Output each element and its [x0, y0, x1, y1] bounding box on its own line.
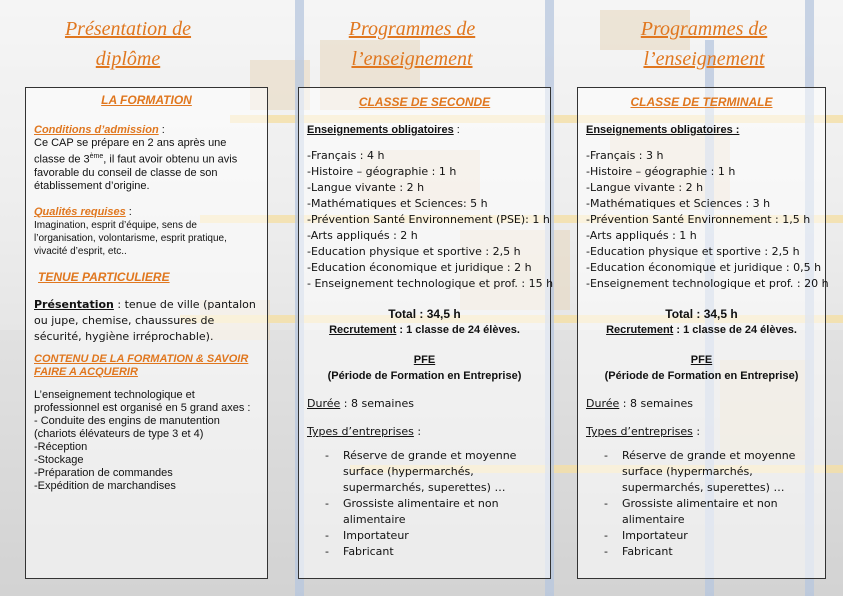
list-item: - Conduite des engins de manutention (chariots élévateurs de type 3 et 4) — [34, 414, 220, 440]
presentation-text: Présentation : tenue de ville (pantalon ou jupe, chemise, chaussures de sécurité, hygiène irréprochable). — [34, 297, 256, 343]
subjects-list — [586, 148, 829, 292]
duree: Durée : 8 semaines — [586, 397, 693, 410]
list-item: -Histoire – géographie : 1 h — [307, 165, 457, 178]
list-item: -Education physique et sportive : 2,5 h — [586, 245, 800, 258]
qualities-text: Imagination, esprit d’équipe, sens de l’organisation, volontarisme, esprit pratique, vivacité d’esprit, etc.. — [34, 219, 227, 257]
oblig-label: Enseignements obligatoires : — [586, 124, 740, 136]
list-item: -Education physique et sportive : 2,5 h — [307, 245, 521, 258]
list-item: -Stockage — [34, 453, 84, 466]
total: Total : 34,5 h — [665, 307, 738, 321]
contenu-text: L’enseignement technologique et professionnel est organisé en 5 grand axes : — [34, 388, 251, 414]
duree: Durée : 8 semaines — [307, 397, 414, 410]
total: Total : 34,5 h — [388, 307, 461, 321]
heading-programmes-terminale — [594, 14, 814, 74]
admission-title: Conditions d’admission — [34, 124, 159, 136]
pfe-title: PFE — [413, 354, 436, 366]
types-list — [307, 448, 518, 560]
list-item: -Expédition de marchandises — [34, 479, 176, 492]
list-item: -Prévention Santé Environnement (PSE): 1 h — [307, 213, 550, 226]
terminale-title: CLASSE DE TERMINALE — [630, 95, 773, 109]
subjects-list — [307, 148, 554, 292]
tenue-title: TENUE PARTICULIERE — [38, 269, 170, 284]
list-item: - Réserve de grande et moyenne surface (hypermarchés, supermarchés, superettes) … — [343, 448, 518, 496]
types-list — [586, 448, 797, 560]
panel-formation: LA FORMATION Conditions d’admission : Ce CAP se prépare en 2 ans après une classe de 3ème, il faut avoir obtenu un avis favorable du conseil de classe de son établissement d’origine. Qualités requises : Imagination, esprit d’équipe, sens de l’organisation, volontarisme, esprit pratique, vivacité d’esprit, etc.. TENUE PARTICULIERE Présentation : tenue de ville (pantalon ou jupe, chemise, chaussures de sécurité, hygiène irréprochable). CONTENU DE LA FORMATION & SAVOIR FAIRE A ACQUERIR L’enseignement technologique et professionnel est organisé en 5 grand axes : - Conduite des engins de manutention (chariots élévateurs de type 3 et 4) -Réception -Stockage -Préparation de commandes -Expédition de marchandises — [25, 87, 268, 579]
qualities-title: Qualités requises — [34, 205, 126, 218]
list-item: - Grossiste alimentaire et non alimentaire — [343, 496, 518, 528]
list-item: -Langue vivante : 2 h — [586, 181, 704, 194]
list-item: -Réception — [34, 440, 88, 453]
list-item: -Education économique et juridique : 0,5 h — [586, 261, 822, 274]
list-item: - Grossiste alimentaire et non alimentaire — [622, 496, 797, 528]
list-item: -Histoire – géographie : 1 h — [586, 165, 736, 178]
types-label: Types d’entreprises : — [586, 425, 701, 438]
list-item: - Fabricant — [343, 544, 518, 560]
list-item: - Fabricant — [622, 544, 797, 560]
list-item: -Enseignement technologique et prof. : 20 h — [586, 277, 829, 290]
list-item: -Prévention Santé Environnement : 1,5 h — [586, 213, 811, 226]
contenu-title: CONTENU DE LA FORMATION & SAVOIR FAIRE A ACQUERIR — [34, 352, 249, 378]
list-item: -Préparation de commandes — [34, 466, 173, 479]
panel-seconde: CLASSE DE SECONDE Enseignements obligatoires : -Français : 4 h -Histoire – géographie : 1 h -Langue vivante : 2 h -Mathématiques et Sciences: 5 h -Prévention Santé Environnement (PSE): 1 h -Arts appliqués : 2 h -Education physique et sportive : 2,5 h -Education économique et juridique : 2 h - Enseignement technologique et prof. : 15 h Total : 34,5 h Recrutement : 1 classe de 24 élèves. PFE (Période de Formation en Entreprise) Durée : 8 semaines Types d’entreprises : - Réserve de grande et moyenne surface (hypermarchés, supermarchés, superettes) … - Grossiste alimentaire et non alimentaire - Importateur - Fabricant — [298, 87, 551, 579]
list-item: - Réserve de grande et moyenne surface (hypermarchés, supermarchés, superettes) … — [622, 448, 797, 496]
list-item: - Importateur — [622, 528, 797, 544]
list-item: -Arts appliqués : 1 h — [586, 229, 697, 242]
heading-line: diplôme — [95, 48, 161, 70]
pfe-subtitle: (Période de Formation en Entreprise) — [327, 370, 522, 382]
admission-text: Ce CAP se prépare en 2 ans après une classe de 3ème, il faut avoir obtenu un avis favorable du conseil de classe de son établissement d’origine. — [34, 137, 238, 192]
list-item: -Français : 3 h — [586, 149, 664, 162]
heading-line: l’enseignement — [643, 48, 765, 70]
heading-line: Présentation de — [64, 18, 192, 40]
heading-line: Programmes de — [348, 18, 476, 40]
list-item: -Arts appliqués : 2 h — [307, 229, 418, 242]
list-item: -Education économique et juridique : 2 h — [307, 261, 532, 274]
oblig-label: Enseignements obligatoires — [307, 124, 454, 136]
heading-presentation — [18, 14, 238, 74]
recrutement: Recrutement : 1 classe de 24 élèves. — [606, 324, 797, 336]
formation-title: LA FORMATION — [101, 93, 192, 107]
list-item: -Mathématiques et Sciences: 5 h — [307, 197, 488, 210]
heading-line: Programmes de — [640, 18, 768, 40]
heading-programmes-seconde — [302, 14, 522, 74]
axes-list — [34, 415, 259, 493]
panel-terminale — [577, 87, 829, 579]
heading-line: l’enseignement — [351, 48, 473, 70]
recrutement: Recrutement : 1 classe de 24 élèves. — [329, 324, 520, 336]
seconde-title: CLASSE DE SECONDE — [358, 95, 491, 109]
list-item: -Français : 4 h — [307, 149, 385, 162]
pfe-subtitle: (Période de Formation en Entreprise) — [604, 370, 799, 382]
list-item: - Importateur — [343, 528, 518, 544]
pfe-title: PFE — [690, 354, 713, 366]
list-item: -Mathématiques et Sciences : 3 h — [586, 197, 771, 210]
list-item: - Enseignement technologique et prof. : 15 h — [307, 277, 554, 290]
types-label: Types d’entreprises : — [307, 425, 422, 438]
list-item: -Langue vivante : 2 h — [307, 181, 425, 194]
